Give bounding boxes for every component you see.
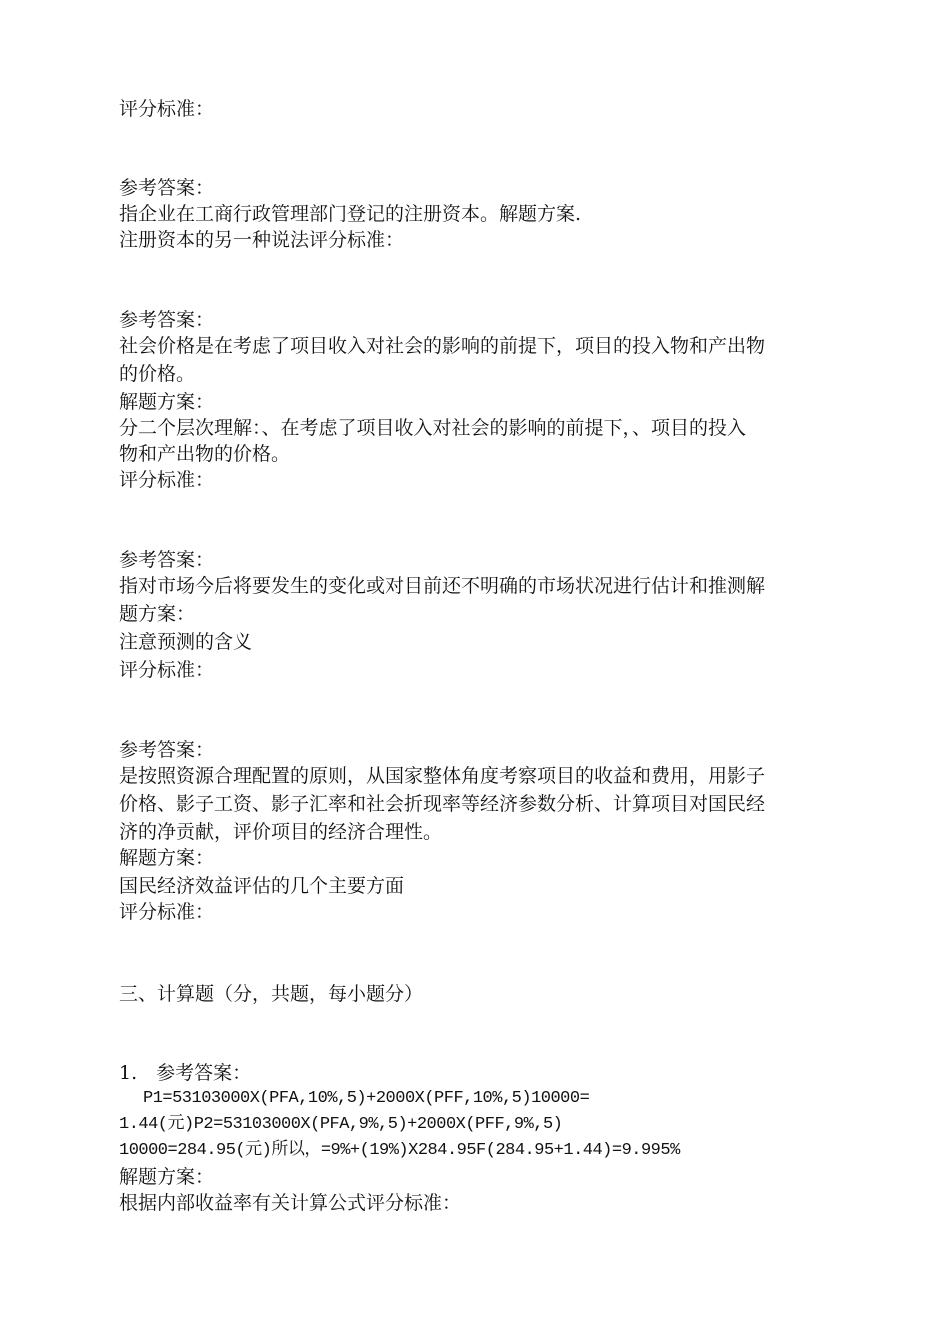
text-line: 参考答案：	[119, 309, 215, 331]
text-line: 参考答案：	[119, 177, 215, 199]
text-line: 社会价格是在考虑了项目收入对社会的影响的前提下，项目的投入物和产出物	[119, 335, 766, 357]
text-line: 注意预测的含义	[119, 631, 253, 653]
text-line: 评分标准：	[119, 901, 215, 923]
text-line: 解题方案：	[119, 847, 215, 869]
text-line: 指对市场今后将要发生的变化或对目前还不明确的市场状况进行估计和推测解	[119, 575, 766, 597]
formula-line: P1=53103000X(PFA,10%,5)+2000X(PFF,10%,5)10000=	[143, 1089, 590, 1108]
question-number-line: 1. 参考答案：	[119, 1062, 252, 1084]
text-line: 评分标准：	[119, 659, 215, 681]
text-line: 解题方案：	[119, 391, 215, 413]
text-line: 是按照资源合理配置的原则，从国家整体角度考察项目的收益和费用，用影子	[119, 765, 766, 787]
section-heading: 三、计算题（分，共题，每小题分）	[119, 983, 424, 1005]
text-line: 注册资本的另一种说法评分标准：	[119, 229, 405, 251]
text-line: 济的净贡献，评价项目的经济合理性。	[119, 821, 443, 843]
text-line: 解题方案：	[119, 1166, 215, 1188]
text-line: 参考答案：	[119, 549, 215, 571]
text-line: 物和产出物的价格。	[119, 443, 291, 465]
text-line: 评分标准：	[119, 469, 215, 491]
text-line: 根据内部收益率有关计算公式评分标准：	[119, 1192, 462, 1214]
text-line: 分二个层次理解：、在考虑了项目收入对社会的影响的前提下，、项目的投入	[119, 417, 747, 439]
text-line: 参考答案：	[119, 739, 215, 761]
formula-line: 10000=284.95(元)所以，=9%+(19%)X284.95F(284.95+1.44)=9.995%	[119, 1141, 680, 1160]
formula-line: 1.44(元)P2=53103000X(PFA,9%,5)+2000X(PFF,9%,5)	[119, 1115, 563, 1134]
text-line: 题方案：	[119, 603, 196, 625]
text-line: 的价格。	[119, 363, 196, 385]
text-line: 国民经济效益评估的几个主要方面	[119, 875, 405, 897]
text-line: 价格、影子工资、影子汇率和社会折现率等经济参数分析、计算项目对国民经	[119, 793, 766, 815]
text-line: 评分标准：	[119, 98, 215, 120]
text-line: 指企业在工商行政管理部门登记的注册资本。解题方案.	[119, 203, 582, 225]
